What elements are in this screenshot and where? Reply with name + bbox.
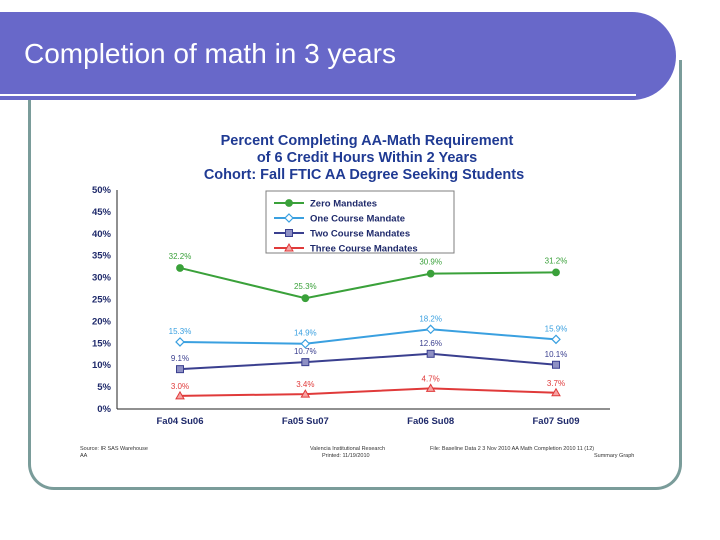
data-label: 9.1% xyxy=(170,354,190,364)
footer-printed-date: Printed: 11/19/2010 xyxy=(322,453,370,459)
data-label: 18.2% xyxy=(419,314,443,324)
y-tick-label: 35% xyxy=(91,250,111,262)
footer-publisher: Valencia Institutional Research xyxy=(310,446,386,452)
legend-label: Two Course Mandates xyxy=(310,228,411,240)
y-tick-label: 45% xyxy=(91,206,111,218)
data-label: 10.7% xyxy=(293,347,317,357)
data-point-square xyxy=(286,230,293,237)
chart-title-line-2: of 6 Credit Hours Within 2 Years xyxy=(256,150,478,166)
data-point-square xyxy=(177,366,184,373)
data-label: 15.9% xyxy=(544,324,568,334)
x-tick-label: Fa05 Su07 xyxy=(281,416,329,427)
footer-source-sub: AA xyxy=(80,453,88,459)
footer-file: File: Baseline Data 2 3 Nov 2010 AA Math Completion 2010 11 (12) xyxy=(430,446,595,452)
data-point-circle xyxy=(286,200,293,207)
y-tick-label: 0% xyxy=(97,404,111,415)
data-label: 14.9% xyxy=(293,328,317,338)
x-tick-label: Fa06 Su08 xyxy=(407,416,455,427)
legend xyxy=(266,191,454,255)
data-point-circle xyxy=(177,265,184,272)
data-label: 31.2% xyxy=(544,256,568,266)
legend-label: Zero Mandates xyxy=(310,198,378,210)
data-label: 3.0% xyxy=(170,381,190,391)
data-label: 10.1% xyxy=(544,349,568,359)
y-tick-label: 5% xyxy=(97,382,111,394)
data-point-square xyxy=(553,361,560,368)
chart-title-line-3: Cohort: Fall FTIC AA Degree Seeking Students xyxy=(203,167,525,183)
data-label: 15.3% xyxy=(168,326,192,336)
y-tick-label: 20% xyxy=(91,316,111,328)
data-point-square xyxy=(302,359,309,366)
data-label: 30.9% xyxy=(419,257,443,267)
y-tick-label: 30% xyxy=(91,272,111,284)
chart-title-line-1: Percent Completing AA-Math Requirement xyxy=(220,133,514,149)
data-point-square xyxy=(427,350,434,357)
data-point-circle xyxy=(427,270,434,277)
x-tick-label: Fa07 Su09 xyxy=(532,416,580,427)
y-tick-label: 15% xyxy=(91,338,111,350)
x-tick-label: Fa04 Su06 xyxy=(156,416,204,427)
data-label: 3.4% xyxy=(296,380,315,390)
y-tick-label: 40% xyxy=(91,228,111,240)
footer-file-sub: Summary Graph xyxy=(594,453,635,459)
data-label: 3.7% xyxy=(546,378,566,388)
data-label: 12.6% xyxy=(419,338,443,348)
slide-title: Completion of math in 3 years xyxy=(24,38,396,69)
footer-source: Source: IR SAS Warehouse xyxy=(80,446,148,452)
y-tick-label: 50% xyxy=(91,185,111,196)
y-tick-label: 25% xyxy=(91,294,111,306)
y-tick-label: 10% xyxy=(91,360,111,372)
legend-label: One Course Mandate xyxy=(310,213,406,225)
data-label: 25.3% xyxy=(293,282,317,292)
data-point-circle xyxy=(553,269,560,276)
legend-label: Three Course Mandates xyxy=(310,243,418,255)
data-label: 32.2% xyxy=(168,251,192,261)
data-point-circle xyxy=(302,295,309,302)
data-label: 4.7% xyxy=(421,374,440,384)
